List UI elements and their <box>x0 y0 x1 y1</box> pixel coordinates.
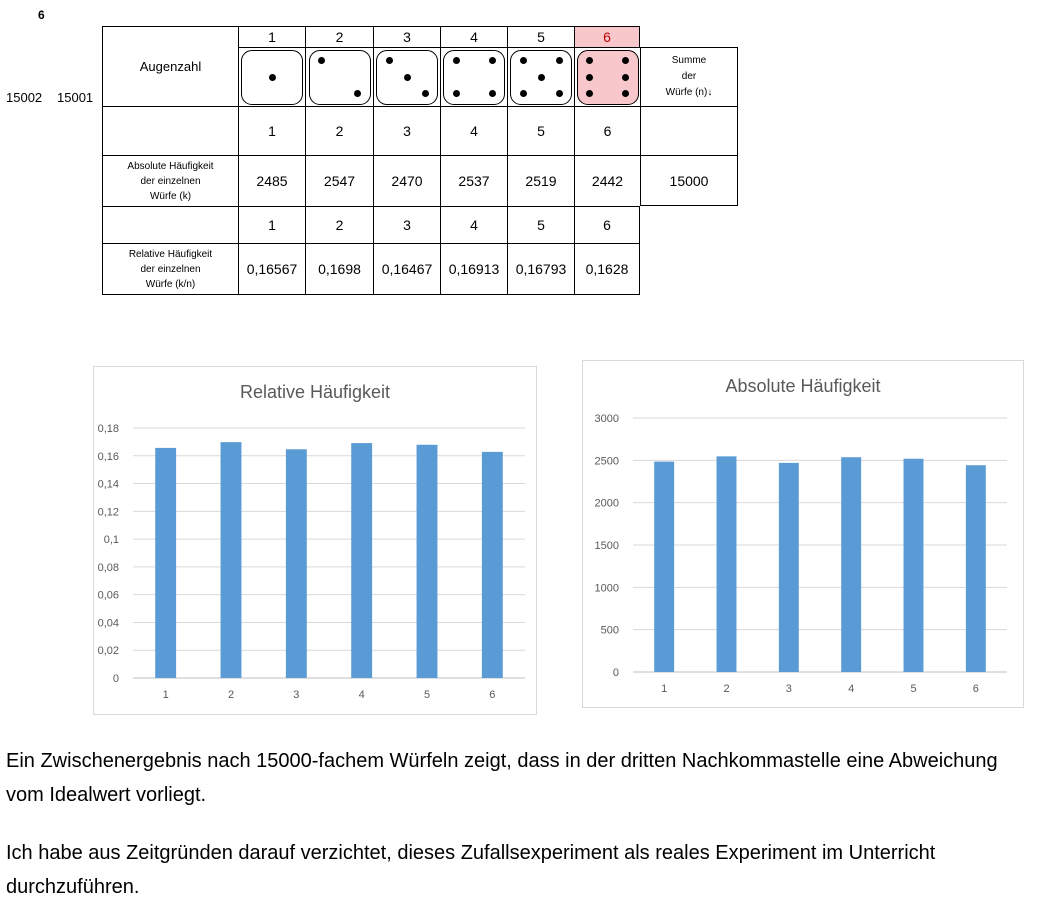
rel-value-6: 0,1628 <box>574 243 640 295</box>
pip-icon <box>556 90 563 97</box>
page-label: 6 <box>38 8 45 22</box>
abs-value-5: 2519 <box>507 155 574 206</box>
y-tick-label: 0,16 <box>97 450 119 463</box>
x-tick-label: 3 <box>785 683 792 695</box>
label-line: Würfe (k) <box>149 190 192 202</box>
bar-4 <box>841 457 861 672</box>
face-header-3: 3 <box>373 26 440 47</box>
pip-icon <box>453 57 460 64</box>
bar-2 <box>221 442 242 678</box>
y-tick-label: 0,04 <box>97 617 119 630</box>
die-cell-6 <box>574 47 640 106</box>
relative-frequency-chart <box>93 366 537 715</box>
y-tick-label: 0,14 <box>97 478 119 491</box>
face-b-6: 6 <box>574 206 640 243</box>
y-tick-label: 0,1 <box>103 534 119 547</box>
x-tick-label: 2 <box>723 683 730 695</box>
pip-icon <box>520 90 527 97</box>
augenzahl-label: Augenzahl <box>102 26 238 106</box>
pip-icon <box>453 90 460 97</box>
bar-5 <box>904 459 924 672</box>
face-b-5: 5 <box>507 206 574 243</box>
pip-icon <box>586 57 593 64</box>
y-tick-label: 0,06 <box>97 589 119 602</box>
y-tick-label: 2500 <box>594 455 619 468</box>
x-tick-label: 1 <box>661 683 668 695</box>
pip-icon <box>354 90 361 97</box>
x-tick-label: 2 <box>227 689 235 701</box>
y-tick-label: 0,02 <box>97 645 119 658</box>
die-cell-5 <box>507 47 574 106</box>
face-b-3: 3 <box>373 206 440 243</box>
die-face-1-icon <box>241 50 303 105</box>
x-tick-label: 4 <box>848 683 855 695</box>
face-header-2: 2 <box>305 26 373 47</box>
bar-3 <box>286 449 307 678</box>
paragraph-note: Ich habe aus Zeitgründen darauf verzichtet, dieses Zufallsexperiment als reales Experiment im Unterricht durchzuführen. <box>6 842 936 898</box>
bar-5 <box>417 445 438 678</box>
y-tick-label: 500 <box>600 624 619 637</box>
label-line: der einzelnen <box>140 263 201 275</box>
die-cell-2 <box>305 47 373 106</box>
die-face-6-icon <box>577 50 639 105</box>
rel-value-3: 0,16467 <box>373 243 440 295</box>
label-line: Summe <box>671 55 707 66</box>
face-header-4: 4 <box>440 26 507 47</box>
face-a-3: 3 <box>373 106 440 155</box>
die-cell-4 <box>440 47 507 106</box>
x-tick-label: 4 <box>358 689 365 701</box>
label-line: Relative Häufigkeit <box>128 248 213 260</box>
bar-6 <box>966 465 986 672</box>
pip-icon <box>489 90 496 97</box>
abs-value-6: 2442 <box>574 155 640 206</box>
pip-icon <box>586 74 593 81</box>
abs-value-3: 2470 <box>373 155 440 206</box>
paragraph-result: Ein Zwischenergebnis nach 15000-fachem Würfeln zeigt, dass in der dritten Nachkommastelle eine Abweichung vom Idealwert vorliegt. <box>6 750 998 806</box>
label-line: Würfe (n)↓ <box>665 87 713 98</box>
rel-value-1: 0,16567 <box>238 243 305 295</box>
absolute-frequency-chart <box>582 360 1024 708</box>
blank-label-b <box>102 206 238 243</box>
pip-icon <box>318 57 325 64</box>
label-line: Würfe (k/n) <box>145 278 196 290</box>
y-tick-label: 0 <box>112 673 119 685</box>
pip-icon <box>422 90 429 97</box>
y-tick-label: 0,12 <box>97 506 119 519</box>
x-tick-label: 5 <box>423 689 431 701</box>
side-number-2: 15001 <box>57 90 94 105</box>
y-tick-label: 0,08 <box>97 561 119 574</box>
y-tick-label: 0,18 <box>97 423 119 435</box>
die-cell-3 <box>373 47 440 106</box>
x-tick-label: 3 <box>293 689 300 701</box>
face-a-4: 4 <box>440 106 507 155</box>
chart-title: Absolute Häufigkeit <box>725 376 881 396</box>
face-a-1: 1 <box>238 106 305 155</box>
abs-sum: 15000 <box>640 155 738 206</box>
y-tick-label: 1000 <box>594 582 619 595</box>
face-header-6: 6 <box>574 26 640 47</box>
pip-icon <box>404 74 411 81</box>
x-tick-label: 6 <box>972 683 979 695</box>
die-face-5-icon <box>510 50 572 105</box>
rel-label <box>102 243 238 295</box>
face-a-6: 6 <box>574 106 640 155</box>
face-a-2: 2 <box>305 106 373 155</box>
die-cell-1 <box>238 47 305 106</box>
bar-4 <box>351 443 372 678</box>
bar-3 <box>779 463 799 672</box>
face-header-1: 1 <box>238 26 305 47</box>
face-a-5: 5 <box>507 106 574 155</box>
pip-icon <box>520 57 527 64</box>
bar-6 <box>482 452 503 678</box>
pip-icon <box>622 74 629 81</box>
face-header-5: 5 <box>507 26 574 47</box>
rel-value-5: 0,16793 <box>507 243 574 295</box>
face-b-2: 2 <box>305 206 373 243</box>
die-face-2-icon <box>309 50 371 105</box>
pip-icon <box>386 57 393 64</box>
pip-icon <box>489 57 496 64</box>
chart-title: Relative Häufigkeit <box>239 382 391 402</box>
pip-icon <box>586 90 593 97</box>
label-line: Absolute Häufigkeit <box>127 160 214 172</box>
y-tick-label: 0 <box>612 667 619 679</box>
bar-1 <box>155 448 176 678</box>
rel-value-4: 0,16913 <box>440 243 507 295</box>
rel-value-2: 0,1698 <box>305 243 373 295</box>
x-tick-label: 5 <box>910 683 917 695</box>
x-tick-label: 1 <box>162 689 169 701</box>
blank-label-a <box>102 106 238 155</box>
pip-icon <box>622 90 629 97</box>
sum-label <box>640 47 738 106</box>
die-face-3-icon <box>376 50 438 105</box>
die-face-4-icon <box>443 50 505 105</box>
abs-value-4: 2537 <box>440 155 507 206</box>
blank-sum-a <box>640 106 738 155</box>
y-tick-label: 2000 <box>594 497 619 510</box>
pip-icon <box>556 57 563 64</box>
abs-label <box>102 155 238 206</box>
label-line: der einzelnen <box>140 175 201 187</box>
face-b-1: 1 <box>238 206 305 243</box>
abs-value-1: 2485 <box>238 155 305 206</box>
pip-icon <box>622 57 629 64</box>
y-tick-label: 3000 <box>594 413 619 425</box>
face-b-4: 4 <box>440 206 507 243</box>
y-tick-label: 1500 <box>594 540 619 552</box>
bar-2 <box>717 456 737 672</box>
label-line: der <box>681 71 697 82</box>
bar-1 <box>654 462 674 672</box>
pip-icon <box>538 74 545 81</box>
x-tick-label: 6 <box>489 689 496 701</box>
pip-icon <box>269 74 276 81</box>
abs-value-2: 2547 <box>305 155 373 206</box>
side-number-1: 15002 <box>6 90 43 105</box>
